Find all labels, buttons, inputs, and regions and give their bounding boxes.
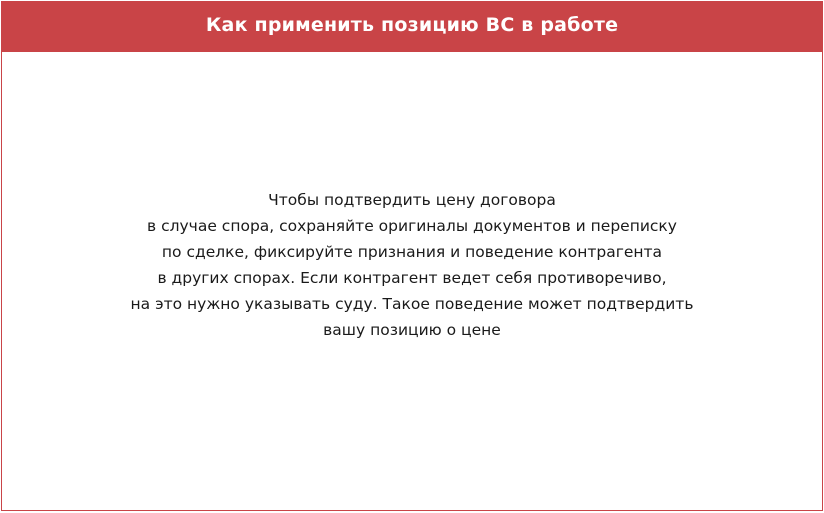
card-body: [2, 52, 822, 510]
advice-line: по сделке, фиксируйте признания и поведение контрагента: [161, 243, 663, 261]
advice-line: в случае спора, сохраняйте оригиналы документов и переписку: [147, 217, 677, 235]
advice-line: вашу позицию о цене: [323, 321, 501, 339]
advice-line: в других спорах. Если контрагент ведет себя противоречиво,: [157, 269, 667, 287]
advice-line: на это нужно указывать суду. Такое поведение может подтвердить: [130, 295, 694, 313]
card-header: [2, 2, 822, 52]
advice-line: Чтобы подтвердить цену договора: [268, 191, 556, 209]
info-card: [1, 1, 823, 511]
advice-paragraph: [131, 187, 694, 343]
card-title: Как применить позицию ВС в работе: [205, 14, 619, 36]
